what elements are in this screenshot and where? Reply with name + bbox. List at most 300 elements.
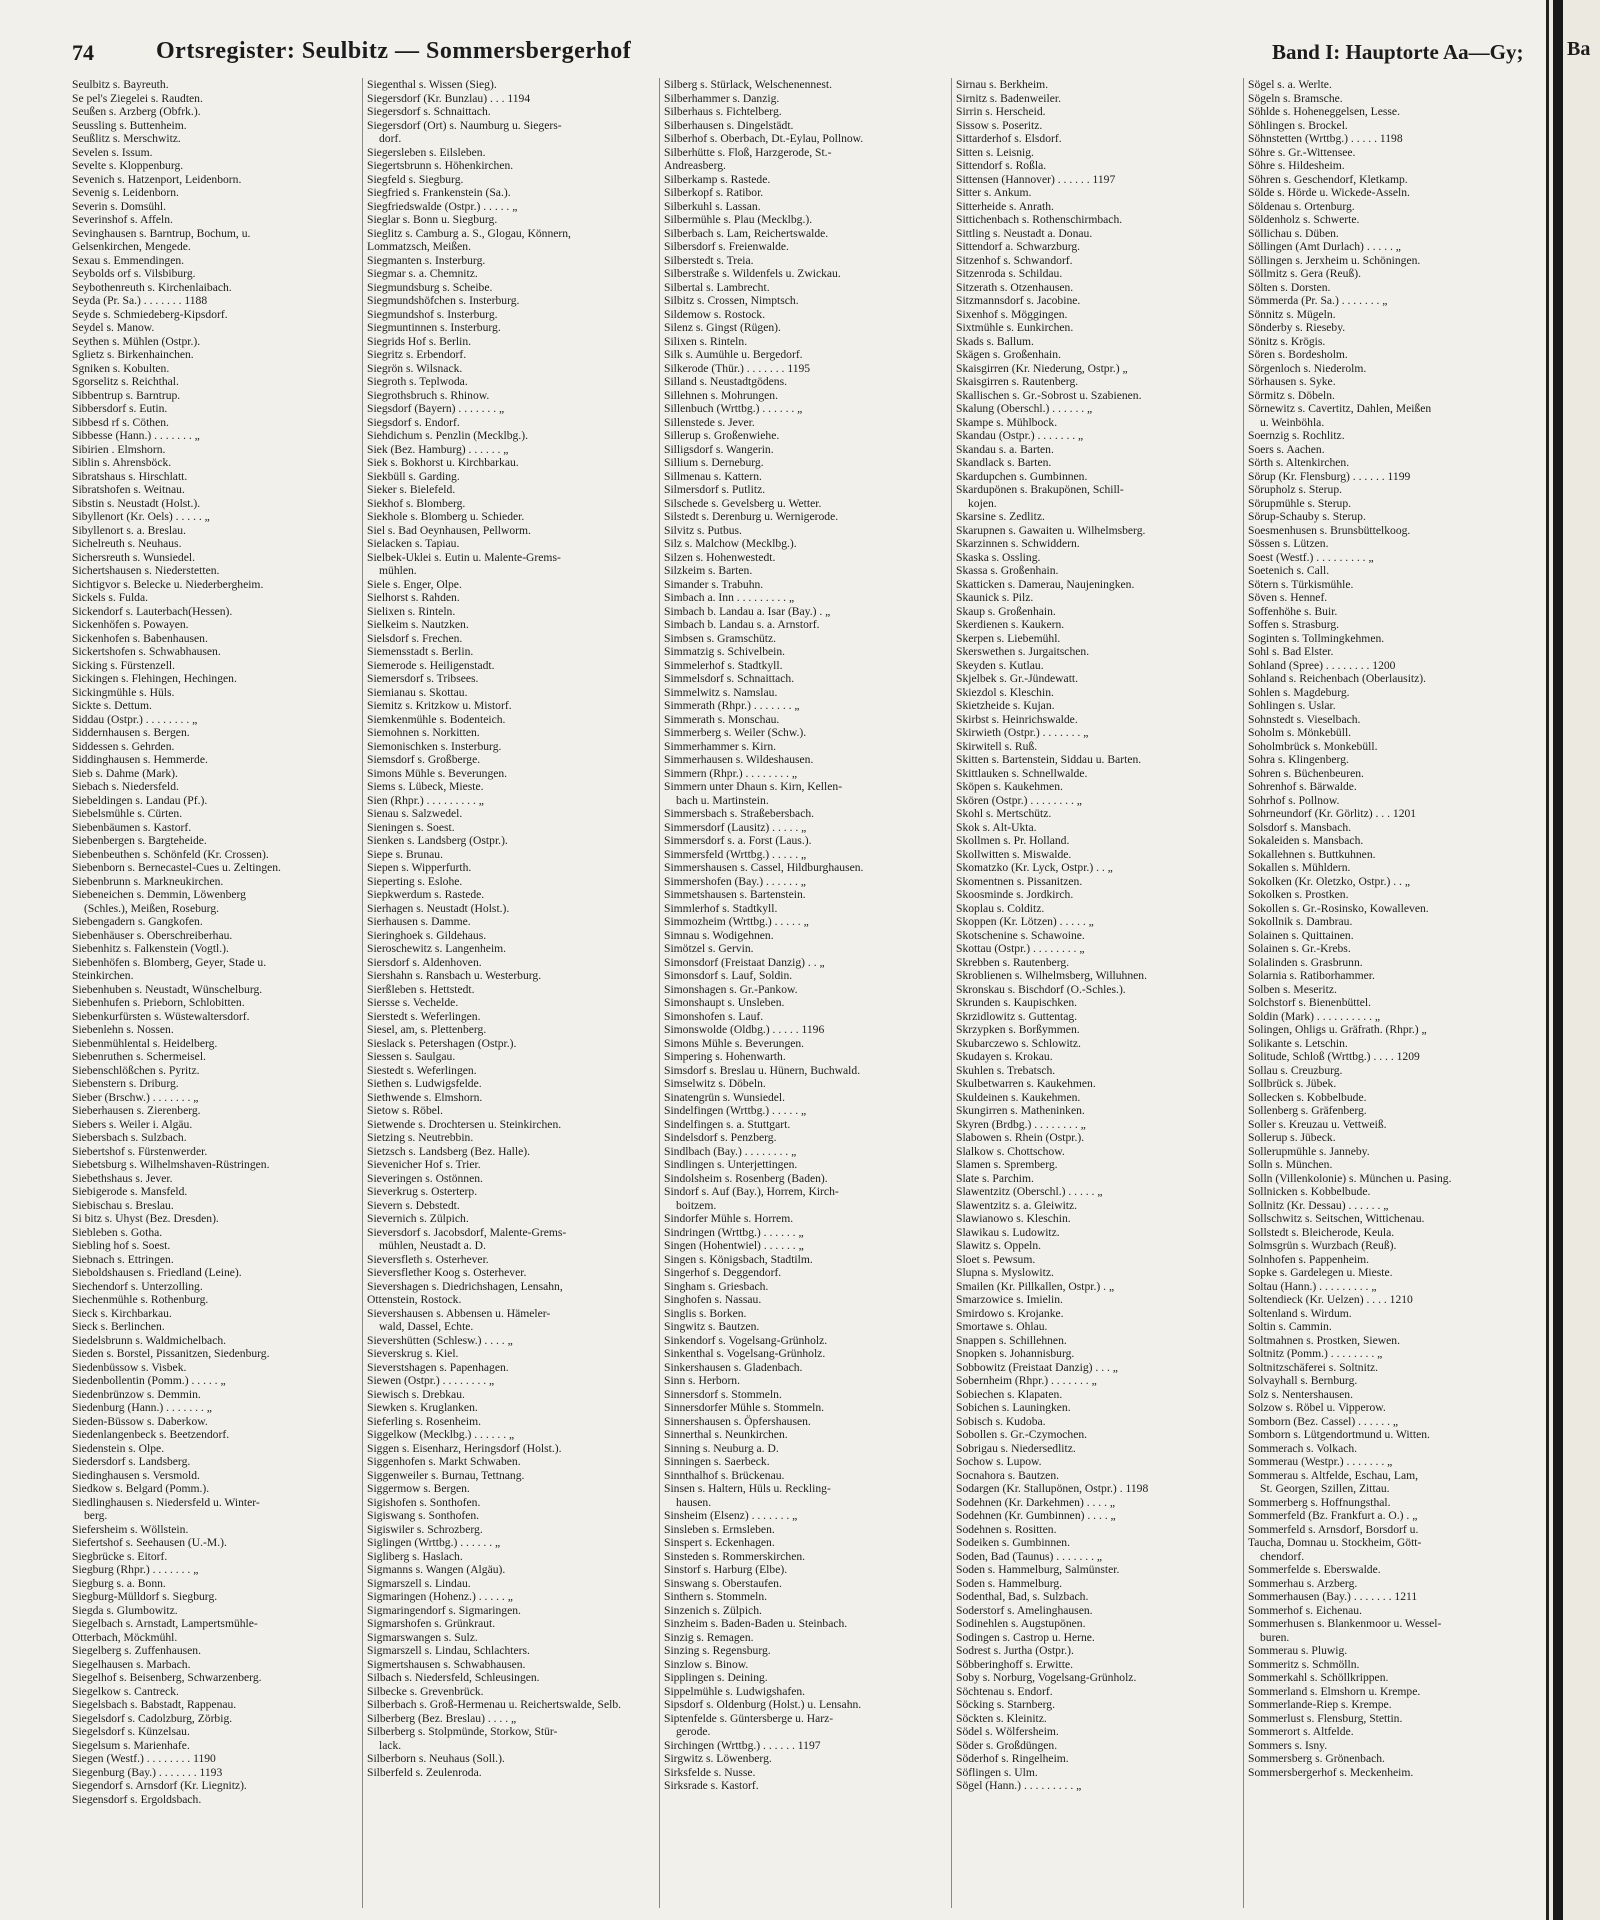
page-header bbox=[0, 0, 1600, 84]
register-entry: Simmerhausen s. Wildeshausen. bbox=[664, 753, 814, 766]
register-entry: Snopken s. Johannisburg. bbox=[956, 1347, 1075, 1360]
register-entry: Siegritz s. Erbendorf. bbox=[367, 348, 467, 361]
register-entry: Sigmarswangen s. Sulz. bbox=[367, 1630, 478, 1644]
register-entry: Siegertsbrunn s. Höhenkirchen. bbox=[367, 159, 514, 172]
register-entry: Sommerkahl s. Schöllkrippen. bbox=[1248, 1671, 1389, 1684]
register-entry: Simmelerhof s. Stadtkyll. bbox=[664, 658, 783, 672]
register-entry: Siedenbüssow s. Visbek. bbox=[72, 1360, 187, 1374]
register-entry: St. Georgen, Szillen, Zittau. bbox=[1260, 1482, 1390, 1495]
register-entry: Simonshagen s. Gr.-Pankow. bbox=[664, 982, 798, 996]
register-entry: Sirksrade s. Kastorf. bbox=[664, 1779, 759, 1792]
register-entry: Sochow s. Lupow. bbox=[956, 1455, 1042, 1468]
register-entry: Sickte s. Dettum. bbox=[72, 699, 152, 712]
register-entry: Solainen s. Quittainen. bbox=[1248, 928, 1354, 942]
register-entry: Siegersdorf (Ort) s. Naumburg u. Siegers- bbox=[367, 118, 562, 132]
register-entry: Sittarderhof s. Elsdorf. bbox=[956, 132, 1062, 145]
register-entry: Sörupholz s. Sterup. bbox=[1248, 483, 1343, 496]
register-entry: Silberhausen s. Dingelstädt. bbox=[664, 118, 794, 132]
register-entry: Siedelsbrunn s. Waldmichelbach. bbox=[72, 1333, 227, 1347]
register-entry: Skuhlen s. Trebatsch. bbox=[956, 1063, 1056, 1077]
register-entry: Siemkenmühle s. Bodenteich. bbox=[367, 712, 506, 726]
register-entry: Sköpen s. Kaukehmen. bbox=[956, 780, 1063, 793]
register-entry: Sörmitz s. Döbeln. bbox=[1248, 388, 1335, 402]
register-entry: Simmerhammer s. Kirn. bbox=[664, 739, 777, 753]
register-entry: Skarsine s. Zedlitz. bbox=[956, 510, 1045, 523]
register-entry: Skronskau s. Bischdorf (O.-Schles.). bbox=[956, 982, 1126, 996]
register-entry: Silbersdorf s. Freienwalde. bbox=[664, 240, 789, 253]
register-entry: Sinkenthal s. Vogelsang-Grünholz. bbox=[664, 1347, 826, 1360]
register-entry: Sohrneundorf (Kr. Görlitz) . . . 1201 bbox=[1248, 807, 1417, 820]
register-entry: Siewisch s. Drebkau. bbox=[367, 1387, 465, 1401]
register-entry: Siedlinghausen s. Niedersfeld u. Winter- bbox=[72, 1495, 260, 1509]
register-entry: Siegmanten s. Insterburg. bbox=[367, 253, 486, 267]
register-entry: Sieperting s. Eslohe. bbox=[367, 874, 463, 888]
register-entry: chendorf. bbox=[1260, 1549, 1305, 1563]
register-entry: Sieferling s. Rosenheim. bbox=[367, 1414, 481, 1428]
register-entry: Siegrothsbruch s. Rhinow. bbox=[367, 388, 490, 402]
register-entry: Siegensdorf s. Ergoldsbach. bbox=[72, 1792, 202, 1806]
register-entry: Siebeneichen s. Demmin, Löwenberg bbox=[72, 888, 246, 901]
register-entry: Silberbach s. Lam, Reichertswalde. bbox=[664, 226, 829, 240]
register-entry: Siessen s. Saulgau. bbox=[367, 1050, 456, 1063]
register-entry: Simmelsdorf s. Schnaittach. bbox=[664, 672, 795, 685]
register-entry: Sibyllenort (Kr. Oels) . . . . . „ bbox=[72, 510, 210, 523]
register-entry: Solarnia s. Ratiborhammer. bbox=[1248, 969, 1375, 982]
register-entry: Siemensstadt s. Berlin. bbox=[367, 645, 474, 658]
register-entry: Silberkamp s. Rastede. bbox=[664, 172, 771, 186]
register-entry: Smarzowice s. Imielin. bbox=[956, 1293, 1063, 1306]
register-entry: Sieberhausen s. Zierenberg. bbox=[72, 1104, 201, 1117]
register-entry: Siedinghausen s. Versmold. bbox=[72, 1468, 200, 1482]
register-entry: Sinsteden s. Rommerskirchen. bbox=[664, 1549, 806, 1563]
register-entry: Siebenbergen s. Bargteheide. bbox=[72, 834, 207, 847]
register-entry: Söhren s. Geschendorf, Kletkamp. bbox=[1248, 172, 1408, 186]
register-entry: Sindorfer Mühle s. Horrem. bbox=[664, 1212, 794, 1225]
register-entry: Taucha, Domnau u. Stockheim, Gött- bbox=[1248, 1536, 1422, 1549]
register-entry: Siegsdorf (Bayern) . . . . . . . „ bbox=[367, 402, 505, 415]
register-entry: Sinzig s. Remagen. bbox=[664, 1630, 754, 1644]
register-entry: (Schles.), Meißen, Roseburg. bbox=[84, 901, 220, 915]
register-entry: Silberberg (Bez. Breslau) . . . . „ bbox=[367, 1711, 517, 1725]
register-entry: Sodenthal, Bad, s. Sulzbach. bbox=[956, 1590, 1089, 1603]
register-entry: Siek (Bez. Hamburg) . . . . . . „ bbox=[367, 442, 509, 456]
register-entry: Sinzenich s. Zülpich. bbox=[664, 1603, 762, 1617]
register-entry: Sodehnen s. Rositten. bbox=[956, 1522, 1057, 1536]
register-entry: Sibbentrup s. Barntrup. bbox=[72, 388, 181, 402]
register-entry: Söllingen (Amt Durlach) . . . . . „ bbox=[1248, 240, 1401, 253]
register-entry: Siegelsum s. Marienhafe. bbox=[72, 1738, 190, 1752]
register-entry: Slawikau s. Ludowitz. bbox=[956, 1225, 1060, 1239]
register-entry: Seybolds orf s. Vilsbiburg. bbox=[72, 267, 196, 280]
register-entry: Sipplingen s. Deining. bbox=[664, 1671, 768, 1684]
register-entry: Siddessen s. Gehrden. bbox=[72, 739, 175, 753]
register-entry: Skägen s. Großenhain. bbox=[956, 348, 1061, 361]
register-entry: Sohnstedt s. Vieselbach. bbox=[1248, 712, 1361, 726]
register-entry: Simons Mühle s. Beverungen. bbox=[367, 766, 508, 780]
register-entry: Sichertshausen s. Niederstetten. bbox=[72, 564, 220, 577]
register-entry: kojen. bbox=[968, 496, 997, 510]
register-entry: Sinstorf s. Harburg (Elbe). bbox=[664, 1563, 788, 1576]
register-entry: Silzen s. Hohenwestedt. bbox=[664, 550, 776, 564]
register-entry: Sittensen (Hannover) . . . . . . 1197 bbox=[956, 172, 1116, 186]
register-entry: Söldenau s. Ortenburg. bbox=[1248, 199, 1355, 213]
register-entry: Sobiechen s. Klapaten. bbox=[956, 1387, 1063, 1401]
register-entry: Sindorf s. Auf (Bay.), Horrem, Kirch- bbox=[664, 1185, 839, 1198]
register-entry: Sinning s. Neuburg a. D. bbox=[664, 1441, 779, 1455]
register-entry: Sitterheide s. Anrath. bbox=[956, 199, 1054, 213]
register-entry: Sodeiken s. Gumbinnen. bbox=[956, 1536, 1070, 1549]
register-entry: Siegmuntinnen s. Insterburg. bbox=[367, 321, 501, 334]
register-entry: Sinnersdorfer Mühle s. Stommeln. bbox=[664, 1401, 825, 1414]
register-entry: lack. bbox=[379, 1738, 402, 1752]
register-entry: Siegelberg s. Zuffenhausen. bbox=[72, 1644, 202, 1657]
register-entry: Simbach b. Landau s. a. Arnstorf. bbox=[664, 618, 820, 631]
register-entry: Sobernheim (Rhpr.) . . . . . . . „ bbox=[956, 1374, 1097, 1387]
register-entry: Soden s. Hammelburg, Salmünster. bbox=[956, 1563, 1120, 1576]
register-entry: Sindlingen s. Unterjettingen. bbox=[664, 1158, 798, 1171]
register-entry: Sieningen s. Soest. bbox=[367, 820, 455, 834]
register-entry: Sievenicher Hof s. Trier. bbox=[367, 1158, 481, 1171]
register-entry: Simmerath s. Monschau. bbox=[664, 712, 780, 726]
register-entry: Sollerup s. Jübeck. bbox=[1248, 1131, 1336, 1144]
register-entry: Silberfeld s. Zeulenroda. bbox=[367, 1765, 482, 1779]
register-entry: Sömmerda (Pr. Sa.) . . . . . . . „ bbox=[1248, 294, 1388, 307]
register-entry: Soltendieck (Kr. Uelzen) . . . . 1210 bbox=[1248, 1293, 1413, 1306]
register-entry: Smirdowo s. Krojanke. bbox=[956, 1306, 1064, 1320]
register-entry: Sommerau (Westpr.) . . . . . . . „ bbox=[1248, 1455, 1393, 1468]
register-entry: Söcking s. Starnberg. bbox=[956, 1698, 1055, 1711]
register-entry: Sollbrück s. Jübek. bbox=[1248, 1077, 1337, 1090]
register-entry: Siedenburg (Hann.) . . . . . . . „ bbox=[72, 1401, 212, 1414]
register-entry: Seyde s. Schmiedeberg-Kipsdorf. bbox=[72, 307, 228, 321]
register-entry: Sinthern s. Stommeln. bbox=[664, 1590, 768, 1603]
register-entry: Sinnersdorf s. Stommeln. bbox=[664, 1387, 782, 1401]
register-entry: Sittichenbach s. Rothenschirmbach. bbox=[956, 213, 1123, 226]
register-entry: Siefersheim s. Wöllstein. bbox=[72, 1522, 189, 1536]
register-entry: Sokaleiden s. Mansbach. bbox=[1248, 834, 1364, 847]
register-entry: Socnahora s. Bautzen. bbox=[956, 1468, 1060, 1482]
register-entry: Steinkirchen. bbox=[72, 969, 134, 982]
register-entry: Simonshofen s. Lauf. bbox=[664, 1009, 764, 1023]
register-entry: Simmelwitz s. Namslau. bbox=[664, 685, 778, 699]
register-entry: Sickingmühle s. Hüls. bbox=[72, 685, 175, 699]
register-entry: Sohlingen s. Uslar. bbox=[1248, 699, 1336, 712]
register-entry: Silmersdorf s. Putlitz. bbox=[664, 483, 766, 496]
register-entry: Sinn s. Herborn. bbox=[664, 1374, 740, 1387]
register-entry: Se pel's Ziegelei s. Raudten. bbox=[72, 91, 203, 105]
register-entry: Skoplau s. Colditz. bbox=[956, 901, 1045, 915]
register-entry: Siekhole s. Blomberg u. Schieder. bbox=[367, 510, 525, 523]
register-entry: Silbitz s. Crossen, Nimptsch. bbox=[664, 294, 799, 307]
register-entry: Sindolsheim s. Rosenberg (Baden). bbox=[664, 1171, 828, 1185]
register-entry: Sieslack s. Petershagen (Ostpr.). bbox=[367, 1036, 517, 1050]
register-entry: Siegelsdorf s. Künzelsau. bbox=[72, 1725, 190, 1738]
register-entry: Siebenkurfürsten s. Wüstewaltersdorf. bbox=[72, 1009, 250, 1023]
register-entry: Sieringhoek s. Gildehaus. bbox=[367, 928, 487, 942]
register-entry: Solchstorf s. Bienenbüttel. bbox=[1248, 996, 1372, 1009]
register-entry: Sillehnen s. Mohrungen. bbox=[664, 388, 778, 402]
register-entry: Sigmarszell s. Lindau. bbox=[367, 1576, 471, 1590]
register-entry: Sölten s. Dorsten. bbox=[1248, 280, 1331, 294]
register-entry: Silberg s. Stürlack, Welschenennest. bbox=[664, 78, 833, 91]
register-entry: Sönitz s. Krögis. bbox=[1248, 334, 1326, 348]
register-entry: Sloet s. Pewsum. bbox=[956, 1252, 1036, 1266]
register-entry: Sommerhusen s. Blankenmoor u. Wessel- bbox=[1248, 1617, 1442, 1630]
register-entry: Sieboldshausen s. Friedland (Leine). bbox=[72, 1266, 242, 1279]
register-entry: Seussling s. Buttenheim. bbox=[72, 118, 187, 132]
register-entry: Soernzig s. Rochlitz. bbox=[1248, 429, 1345, 442]
register-entry: Siggenhofen s. Markt Schwaben. bbox=[367, 1455, 521, 1468]
register-entry: Simonshaupt s. Unsleben. bbox=[664, 996, 785, 1009]
register-entry: Sollnicken s. Kobbelbude. bbox=[1248, 1185, 1371, 1198]
register-entry: Simmersdorf (Lausitz) . . . . . „ bbox=[664, 820, 807, 834]
register-entry: Sommerfeld s. Arnsdorf, Borsdorf u. bbox=[1248, 1522, 1419, 1536]
register-entry: hausen. bbox=[676, 1495, 712, 1509]
register-entry: Ottenstein, Rostock. bbox=[367, 1293, 462, 1306]
register-entry: Sinsleben s. Ermsleben. bbox=[664, 1522, 775, 1536]
register-entry: Smortawe s. Ohlau. bbox=[956, 1320, 1048, 1333]
register-entry: Singen s. Königsbach, Stadtilm. bbox=[664, 1252, 813, 1266]
register-entry: Sigmaringen (Hohenz.) . . . . . „ bbox=[367, 1590, 513, 1603]
register-entry: Siemonischken s. Insterburg. bbox=[367, 739, 502, 753]
register-entry: Sirrin s. Herscheid. bbox=[956, 105, 1046, 118]
register-entry: Siebenruthen s. Schermeisel. bbox=[72, 1050, 206, 1063]
register-column-4 bbox=[951, 78, 1236, 1908]
register-entry: Sönnitz s. Mügeln. bbox=[1248, 307, 1336, 321]
register-entry: Seydel s. Manow. bbox=[72, 321, 155, 334]
register-entry: Sohrhof s. Pollnow. bbox=[1248, 793, 1340, 807]
register-entry: berg. bbox=[84, 1509, 108, 1522]
register-entry: Siegburg-Mülldorf s. Siegburg. bbox=[72, 1590, 218, 1603]
register-entry: Solln (Villenkolonie) s. München u. Pasing. bbox=[1248, 1171, 1452, 1185]
register-entry: Slawentzitz (Oberschl.) . . . . . „ bbox=[956, 1185, 1103, 1198]
register-entry: Soers s. Aachen. bbox=[1248, 442, 1325, 456]
register-entry: Silk s. Aumühle u. Bergedorf. bbox=[664, 348, 803, 361]
register-entry: Sierßleben s. Hettstedt. bbox=[367, 982, 475, 996]
register-entry: Sobisch s. Kudoba. bbox=[956, 1414, 1046, 1428]
register-entry: Otterbach, Möckmühl. bbox=[72, 1630, 178, 1644]
register-entry: Siegrön s. Wilsnack. bbox=[367, 361, 463, 375]
register-entry: Sieb s. Dahme (Mark). bbox=[72, 766, 178, 780]
register-entry: Södel s. Wölfersheim. bbox=[956, 1725, 1059, 1738]
register-entry: boitzem. bbox=[676, 1198, 717, 1212]
register-entry: Sollau s. Creuzburg. bbox=[1248, 1063, 1343, 1077]
register-entry: Sössen s. Lützen. bbox=[1248, 537, 1329, 550]
register-entry: Siegen (Westf.) . . . . . . . . 1190 bbox=[72, 1752, 216, 1765]
register-column-3 bbox=[659, 78, 944, 1908]
register-entry: Sommerland s. Elmshorn u. Krempe. bbox=[1248, 1684, 1421, 1698]
register-entry: Siebetsburg s. Wilhelmshaven-Rüstringen. bbox=[72, 1158, 270, 1171]
register-entry: Skeyden s. Kutlau. bbox=[956, 658, 1044, 672]
register-entry: Siedkow s. Belgard (Pomm.). bbox=[72, 1482, 210, 1495]
register-entry: Skardupchen s. Gumbinnen. bbox=[956, 469, 1088, 483]
register-entry: Sixtmühle s. Eunkirchen. bbox=[956, 321, 1074, 334]
register-entry: Sienken s. Landsberg (Ostpr.). bbox=[367, 834, 508, 847]
register-entry: Sieveringen s. Ostönnen. bbox=[367, 1171, 483, 1185]
register-entry: Smailen (Kr. Pillkallen, Ostpr.) . „ bbox=[956, 1279, 1115, 1293]
register-entry: Silberbach s. Groß-Hermenau u. Reichertswalde, Selb. bbox=[367, 1698, 622, 1711]
register-entry: Simpering s. Hohenwarth. bbox=[664, 1050, 786, 1063]
binding-shadow bbox=[1553, 0, 1563, 1920]
register-entry: Sindelsdorf s. Penzberg. bbox=[664, 1131, 777, 1144]
register-entry: Soldin (Mark) . . . . . . . . . . „ bbox=[1248, 1009, 1381, 1023]
register-entry: Skads s. Ballum. bbox=[956, 334, 1034, 348]
register-entry: Simmlerhof s. Stadtkyll. bbox=[664, 901, 778, 915]
register-entry: Siepkwerdum s. Rastede. bbox=[367, 888, 485, 901]
register-entry: Sommerlande-Riep s. Krempe. bbox=[1248, 1698, 1392, 1711]
register-entry: Skjelbek s. Gr.-Jündewatt. bbox=[956, 672, 1079, 685]
register-entry: Silbertal s. Lambrecht. bbox=[664, 280, 770, 294]
register-entry: Simmersbach s. Straßebersbach. bbox=[664, 807, 815, 820]
register-entry: Skalung (Oberschl.) . . . . . . „ bbox=[956, 402, 1093, 415]
register-column-5 bbox=[1243, 78, 1538, 1908]
register-entry: Söckten s. Kleinitz. bbox=[956, 1711, 1047, 1725]
register-entry: Siershahn s. Ransbach u. Westerburg. bbox=[367, 969, 542, 982]
register-entry: Sillmenau s. Kattern. bbox=[664, 469, 762, 483]
register-entry: Sien (Rhpr.) . . . . . . . . . „ bbox=[367, 793, 484, 807]
register-entry: Siddinghausen s. Hemmerde. bbox=[72, 753, 208, 766]
register-entry: Siersdorf s. Aldenhoven. bbox=[367, 955, 482, 969]
register-entry: Sommerhausen (Bay.) . . . . . . . 1211 bbox=[1248, 1590, 1418, 1603]
register-entry: Skohl s. Mertschütz. bbox=[956, 807, 1052, 820]
register-entry: Skrebben s. Rautenberg. bbox=[956, 955, 1070, 969]
register-entry: Siebenhäuser s. Oberschreiberhau. bbox=[72, 928, 233, 942]
register-entry: Sinningen s. Saerbeck. bbox=[664, 1455, 770, 1468]
register-entry: Sievershütten (Schlesw.) . . . . „ bbox=[367, 1333, 513, 1347]
register-entry: Sohrenhof s. Bärwalde. bbox=[1248, 780, 1357, 793]
register-entry: Siddau (Ostpr.) . . . . . . . . „ bbox=[72, 712, 198, 726]
register-entry: Sieden-Büssow s. Daberkow. bbox=[72, 1414, 208, 1428]
register-entry: Sevinghausen s. Barntrup, Bochum, u. bbox=[72, 226, 251, 240]
register-columns bbox=[72, 78, 1538, 1908]
register-entry: Skietzheide s. Kujan. bbox=[956, 699, 1055, 712]
register-entry: Simselwitz s. Döbeln. bbox=[664, 1077, 766, 1090]
register-entry: Sitzenroda s. Schildau. bbox=[956, 267, 1063, 280]
register-entry: Siechenmühle s. Rothenburg. bbox=[72, 1293, 209, 1306]
register-entry: Simons Mühle s. Beverungen. bbox=[664, 1036, 805, 1050]
register-entry: Soden, Bad (Taunus) . . . . . . . „ bbox=[956, 1549, 1103, 1563]
register-entry: Siebenlehn s. Nossen. bbox=[72, 1023, 174, 1036]
register-entry: Soholmbrück s. Monkebüll. bbox=[1248, 739, 1378, 753]
register-entry: Siebling hof s. Soest. bbox=[72, 1239, 171, 1252]
register-entry: Siebeldingen s. Landau (Pf.). bbox=[72, 793, 208, 807]
register-entry: Simonsdorf s. Lauf, Soldin. bbox=[664, 969, 793, 982]
register-entry: Skandau s. a. Barten. bbox=[956, 442, 1054, 456]
register-entry: Sieker s. Bielefeld. bbox=[367, 483, 456, 496]
register-entry: Sobollen s. Gr.-Czymochen. bbox=[956, 1428, 1088, 1441]
register-entry: Soden s. Hammelburg. bbox=[956, 1576, 1063, 1590]
register-entry: Slamen s. Spremberg. bbox=[956, 1158, 1058, 1171]
register-entry: Simander s. Trabuhn. bbox=[664, 577, 764, 591]
register-entry: Skaisgirren (Kr. Niederung, Ostpr.) „ bbox=[956, 361, 1128, 375]
register-entry: Skrzypken s. Borßymmen. bbox=[956, 1023, 1080, 1036]
register-entry: Sindelfingen s. a. Stuttgart. bbox=[664, 1117, 791, 1131]
register-entry: Sirksfelde s. Nusse. bbox=[664, 1765, 756, 1779]
register-entry: Skomatzko (Kr. Lyck, Ostpr.) . . „ bbox=[956, 861, 1113, 874]
register-entry: Seulbitz s. Bayreuth. bbox=[72, 78, 169, 91]
register-entry: Siegfeld s. Siegburg. bbox=[367, 172, 464, 186]
register-entry: Sopke s. Gardelegen u. Mieste. bbox=[1248, 1266, 1393, 1279]
register-entry: wald, Dassel, Echte. bbox=[379, 1320, 474, 1333]
register-entry: Skok s. Alt-Ukta. bbox=[956, 820, 1037, 834]
register-entry: Sgniken s. Kobulten. bbox=[72, 361, 170, 375]
register-entry: Solikante s. Letschin. bbox=[1248, 1036, 1348, 1050]
register-entry: Siebigerode s. Mansfeld. bbox=[72, 1185, 188, 1198]
register-entry: Sokallen s. Mühldern. bbox=[1248, 861, 1351, 874]
register-entry: Siegenthal s. Wissen (Sieg). bbox=[367, 78, 497, 91]
register-entry: Siegmar s. a. Chemnitz. bbox=[367, 267, 478, 280]
register-entry: Skampe s. Mühlbock. bbox=[956, 415, 1058, 429]
register-entry: Silstedt s. Derenburg u. Wernigerode. bbox=[664, 510, 839, 523]
register-entry: Siebenstern s. Driburg. bbox=[72, 1077, 179, 1090]
register-entry: Soginten s. Tollmingkehmen. bbox=[1248, 631, 1385, 645]
register-entry: Sigishofen s. Sonthofen. bbox=[367, 1495, 481, 1509]
register-entry: Sillenstede s. Jever. bbox=[664, 415, 755, 429]
register-entry: Siegrids Hof s. Berlin. bbox=[367, 334, 472, 348]
register-entry: Sörupmühle s. Sterup. bbox=[1248, 496, 1352, 510]
register-entry: Siele s. Enger, Olpe. bbox=[367, 577, 462, 591]
register-entry: Solnhofen s. Pappenheim. bbox=[1248, 1252, 1370, 1266]
register-entry: Seyda (Pr. Sa.) . . . . . . . 1188 bbox=[72, 294, 208, 307]
register-entry: Siegersdorf (Kr. Bunzlau) . . . 1194 bbox=[367, 91, 531, 105]
register-entry: Sinkershausen s. Gladenbach. bbox=[664, 1360, 803, 1374]
register-entry: Sickingen s. Flehingen, Hechingen. bbox=[72, 672, 237, 685]
register-entry: Sieglitz s. Camburg a. S., Glogau, Könnern, bbox=[367, 226, 571, 240]
register-entry: Söbberinghoff s. Erwitte. bbox=[956, 1657, 1073, 1671]
register-entry: Sietzing s. Neutrebbin. bbox=[367, 1131, 474, 1144]
register-entry: Sommerhof s. Eichenau. bbox=[1248, 1603, 1362, 1617]
register-entry: Sierhagen s. Neustadt (Holst.). bbox=[367, 901, 510, 915]
register-entry: Somborn (Bez. Cassel) . . . . . . „ bbox=[1248, 1414, 1399, 1428]
register-entry: Soffen s. Strasburg. bbox=[1248, 618, 1340, 631]
register-entry: Siegburg s. a. Bonn. bbox=[72, 1576, 166, 1590]
register-entry: Siemerode s. Heiligenstadt. bbox=[367, 658, 495, 672]
register-entry: Söderhof s. Ringelheim. bbox=[956, 1752, 1069, 1765]
register-entry: Siggermow s. Bergen. bbox=[367, 1482, 470, 1495]
register-entry: Sinatengrün s. Wunsiedel. bbox=[664, 1090, 786, 1104]
register-entry: Soltau (Hann.) . . . . . . . . . „ bbox=[1248, 1279, 1377, 1293]
register-entry: Sickenhofen s. Babenhausen. bbox=[72, 631, 208, 645]
register-entry: Silberhammer s. Danzig. bbox=[664, 91, 780, 105]
register-entry: Siegroth s. Teplwoda. bbox=[367, 375, 468, 388]
register-entry: Solzow s. Röbel u. Vipperow. bbox=[1248, 1401, 1386, 1414]
register-entry: Sindelfingen (Wrttbg.) . . . . . „ bbox=[664, 1104, 807, 1117]
register-entry: Sielbek-Uklei s. Eutin u. Malente-Grems- bbox=[367, 550, 561, 564]
register-entry: Solalinden s. Grasbrunn. bbox=[1248, 955, 1363, 969]
register-entry: Skandau (Ostpr.) . . . . . . . „ bbox=[956, 429, 1084, 442]
register-entry: Sievernich s. Zülpich. bbox=[367, 1212, 469, 1225]
register-entry: Siepe s. Brunau. bbox=[367, 847, 443, 861]
register-entry: Soltmahnen s. Prostken, Siewen. bbox=[1248, 1333, 1400, 1347]
register-entry: Sigmertshausen s. Schwabhausen. bbox=[367, 1657, 526, 1671]
register-entry: Skroblienen s. Wilhelmsberg, Willuhnen. bbox=[956, 969, 1147, 982]
register-entry: Söhlde s. Hoheneggelsen, Lesse. bbox=[1248, 105, 1400, 118]
register-entry: Siegmundshöfchen s. Insterburg. bbox=[367, 294, 520, 307]
register-entry: Slawitz s. Oppeln. bbox=[956, 1239, 1042, 1252]
register-entry: Sierstedt s. Weferlingen. bbox=[367, 1009, 481, 1023]
register-entry: Solvayhall s. Bernburg. bbox=[1248, 1374, 1358, 1387]
register-entry: Skudayen s. Krokau. bbox=[956, 1050, 1053, 1063]
register-entry: Sichersreuth s. Wunsiedel. bbox=[72, 550, 195, 564]
register-entry: Sickendorf s. Lauterbach(Hessen). bbox=[72, 604, 233, 618]
register-entry: Skollwitten s. Miswalde. bbox=[956, 847, 1072, 861]
register-entry: Söhre s. Hildesheim. bbox=[1248, 159, 1345, 172]
register-entry: Sommerberg s. Hoffnungsthal. bbox=[1248, 1495, 1391, 1509]
register-entry: Slate s. Parchim. bbox=[956, 1171, 1034, 1185]
register-entry: Slawentzitz s. a. Gleiwitz. bbox=[956, 1198, 1078, 1212]
register-entry: Sohra s. Klingenberg. bbox=[1248, 753, 1349, 766]
register-entry: Soest (Westf.) . . . . . . . . . „ bbox=[1248, 550, 1374, 564]
